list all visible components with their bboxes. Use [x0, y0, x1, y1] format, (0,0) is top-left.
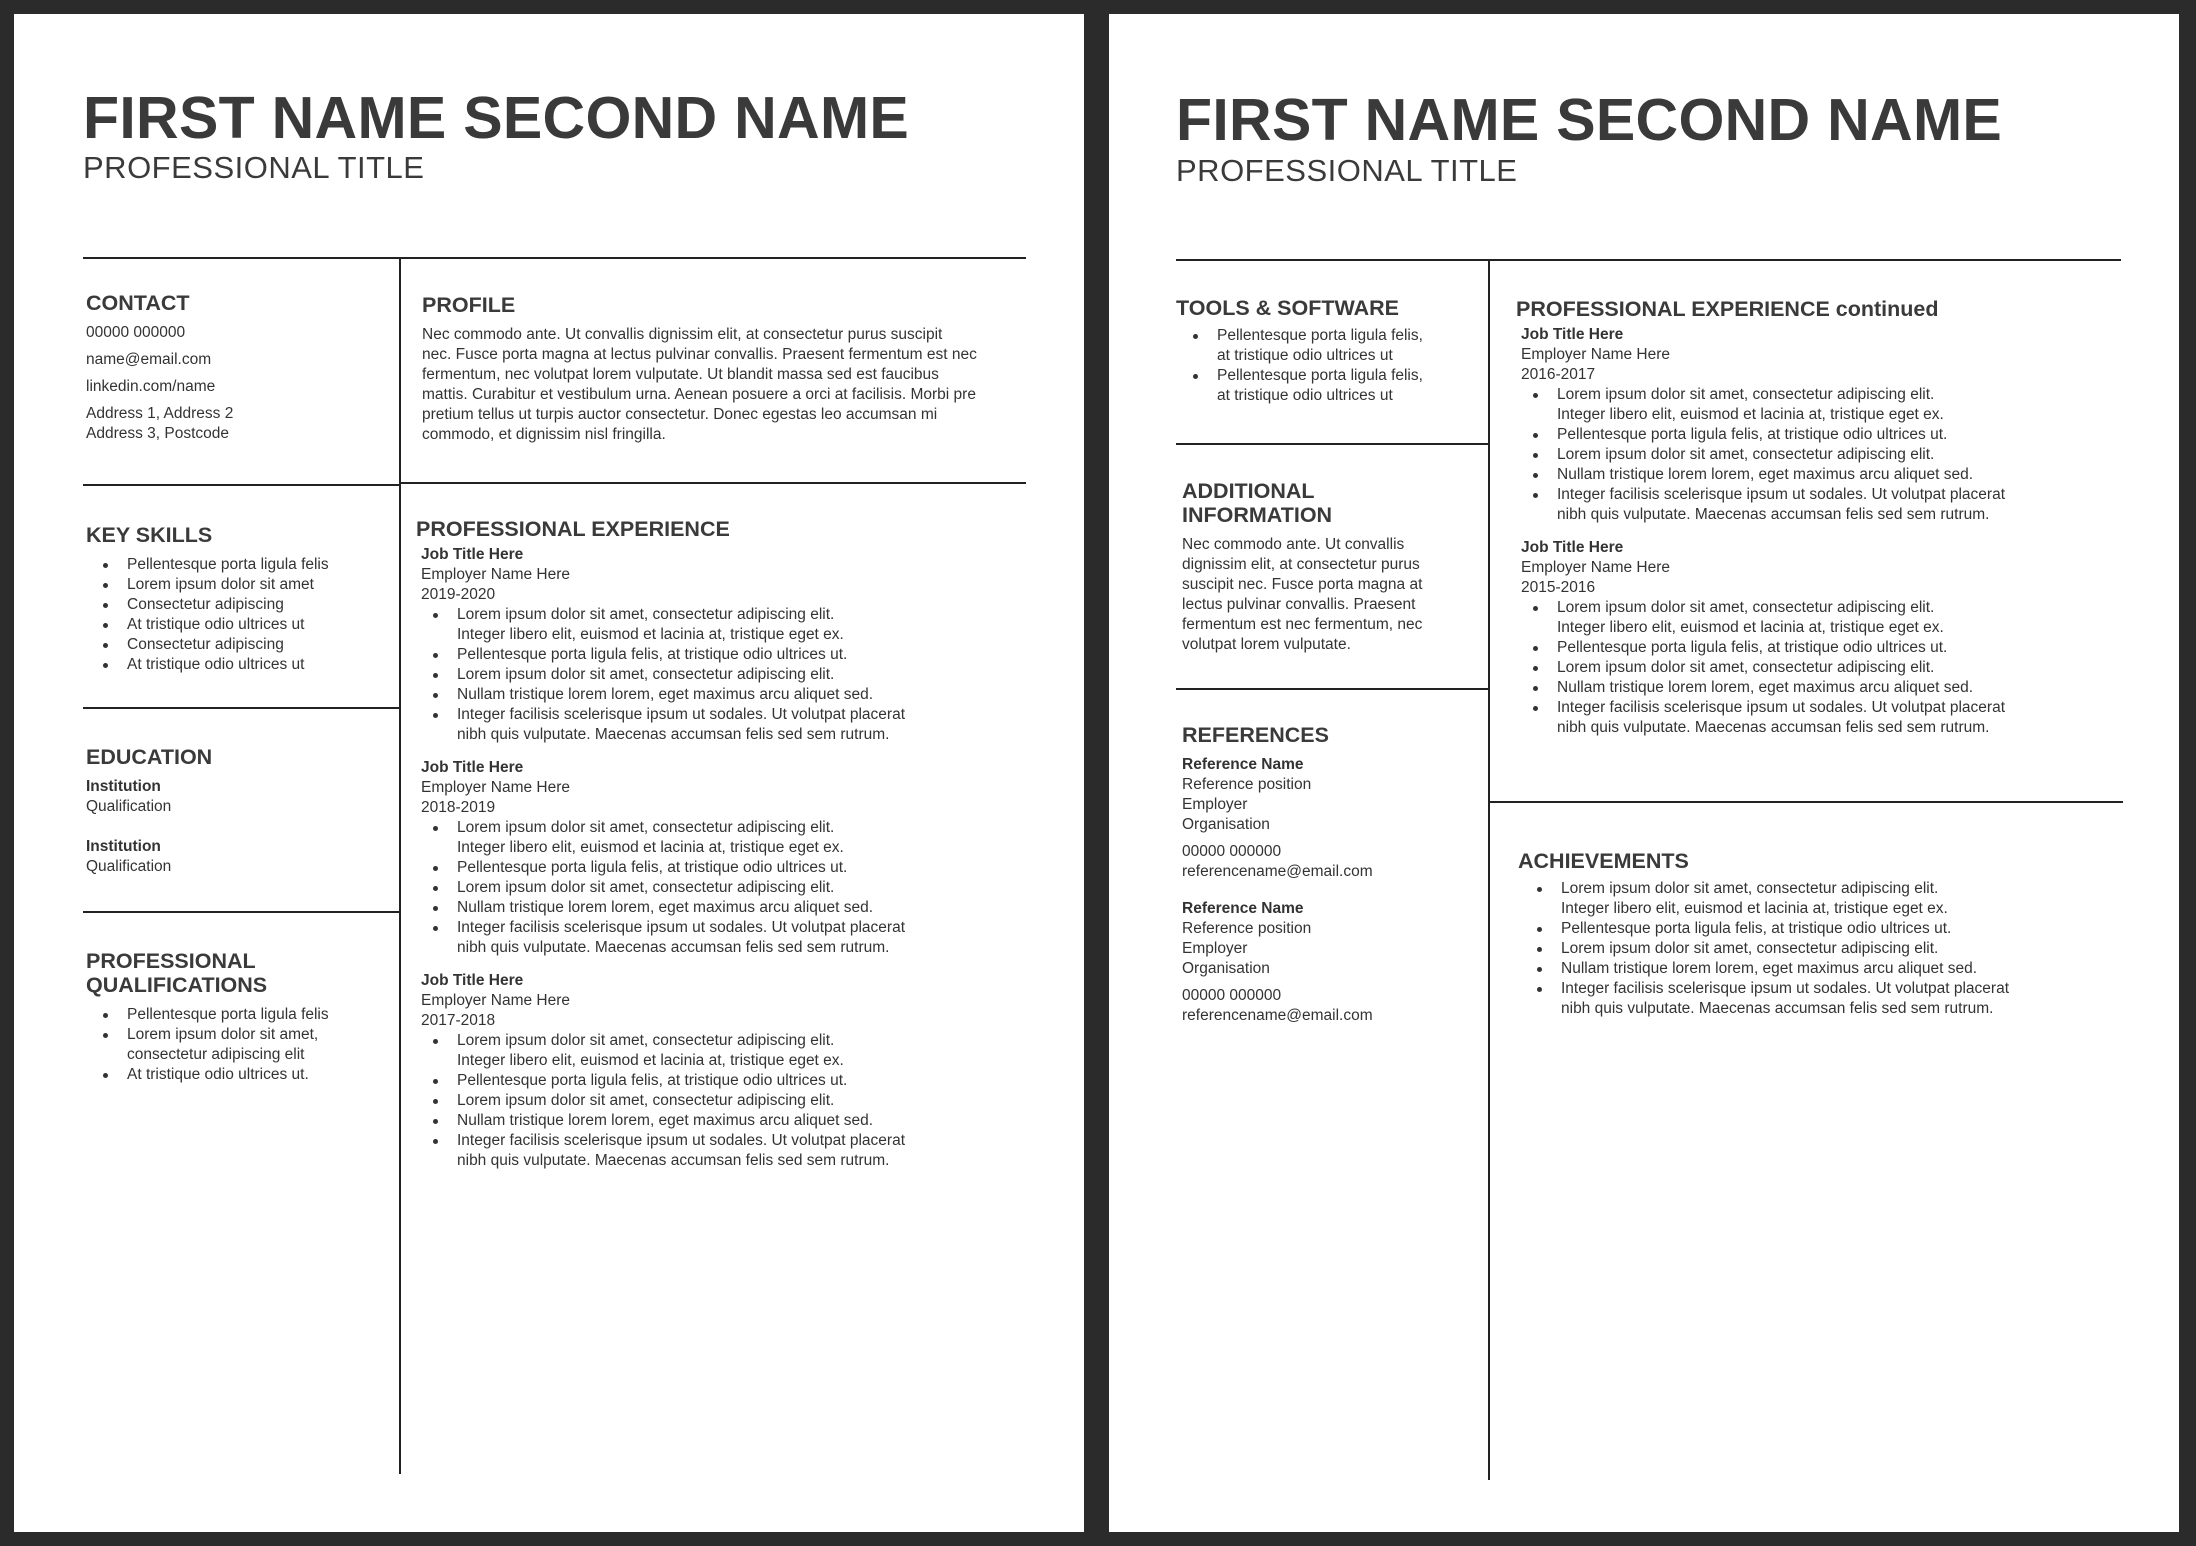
reference-email: referencename@email.com — [1182, 1007, 1373, 1024]
reference-phone: 00000 000000 — [1182, 843, 1282, 860]
reference-name: Reference Name — [1182, 900, 1304, 917]
list-item-text: Lorem ipsum dolor sit amet, consectetur adipiscing elit. — [1561, 880, 1939, 897]
list-item-text: Integer libero elit, euismod et lacinia at, tristique eget ex. — [457, 1052, 844, 1069]
list-item: Nullam tristique lorem lorem, eget maximus arcu aliquet sed. — [457, 898, 905, 918]
list-item-text: Integer facilisis scelerisque ipsum ut sodales. Ut volutpat placerat — [1557, 699, 2005, 716]
list-item-text: Lorem ipsum dolor sit amet, consectetur adipiscing elit. — [457, 606, 835, 623]
list-item-text: Integer facilisis scelerisque ipsum ut sodales. Ut volutpat placerat — [1557, 486, 2005, 503]
additional-text-line: fermentum est nec fermentum, nec — [1182, 616, 1423, 633]
additional-heading — [1182, 479, 1422, 527]
list-item — [457, 1131, 905, 1171]
education-divider — [83, 911, 399, 913]
tools-section — [1176, 296, 1423, 406]
list-item-text: Pellentesque porta ligula felis, — [1217, 327, 1423, 344]
list-item-text: consectetur adipiscing elit — [127, 1046, 305, 1063]
achievements-list — [1518, 879, 2009, 1019]
additional-heading-line: INFORMATION — [1182, 503, 1333, 527]
list-item-text: nibh quis vulputate. Maecenas accumsan felis sed sem rutrum. — [1557, 719, 1990, 736]
profile-text-line: nec. Fusce porta magna at lectus pulvinar convallis. Praesent fermentum est nec — [422, 346, 977, 363]
list-item: Lorem ipsum dolor sit amet, consectetur adipiscing elit. — [1561, 939, 2009, 959]
list-item-text: nibh quis vulputate. Maecenas accumsan felis sed sem rutrum. — [457, 726, 890, 743]
candidate-name: FIRST NAME SECOND NAME — [1176, 87, 2003, 153]
qualifications-section — [86, 949, 329, 1085]
additional-divider — [1176, 688, 1488, 690]
list-item-text: Integer facilisis scelerisque ipsum ut sodales. Ut volutpat placerat — [457, 706, 905, 723]
job-dates: 2015-2016 — [1521, 579, 1596, 596]
list-item: Pellentesque porta ligula felis, at tristique odio ultrices ut. — [1561, 919, 2009, 939]
list-item-text: Lorem ipsum dolor sit amet, consectetur adipiscing elit. — [1557, 386, 1935, 403]
list-item: Nullam tristique lorem lorem, eget maximus arcu aliquet sed. — [1557, 465, 2005, 485]
list-item: Nullam tristique lorem lorem, eget maximus arcu aliquet sed. — [457, 1111, 905, 1131]
list-item: At tristique odio ultrices ut — [127, 655, 329, 675]
reference-position: Reference position — [1182, 920, 1312, 937]
reference-organisation: Organisation — [1182, 960, 1270, 977]
job-dates: 2016-2017 — [1521, 366, 1596, 383]
column-divider — [1488, 260, 1490, 1480]
job-employer: Employer Name Here — [421, 992, 571, 1009]
header-divider — [1176, 259, 2121, 261]
list-item: Pellentesque porta ligula felis — [127, 556, 329, 573]
experience-section — [416, 517, 905, 1171]
job-title: Job Title Here — [421, 972, 524, 989]
list-item — [1217, 326, 1423, 366]
references-heading: REFERENCES — [1182, 723, 1329, 747]
job-bullets — [421, 818, 905, 958]
additional-section — [1182, 479, 1422, 655]
list-item — [1217, 366, 1423, 406]
list-item-text: nibh quis vulputate. Maecenas accumsan felis sed sem rutrum. — [1561, 1000, 1994, 1017]
profile-divider — [399, 482, 1026, 484]
candidate-name: FIRST NAME SECOND NAME — [83, 85, 910, 151]
contact-email: name@email.com — [86, 351, 212, 368]
job-employer: Employer Name Here — [421, 566, 571, 583]
tools-divider — [1176, 443, 1488, 445]
contact-heading: CONTACT — [86, 291, 190, 315]
list-item: At tristique odio ultrices ut — [127, 615, 329, 635]
profile-text-line: mattis. Curabitur et vestibulum urna. Aenean posuere a orci at facilisis. Morbi pre — [422, 386, 976, 403]
reference-email: referencename@email.com — [1182, 863, 1373, 880]
list-item: Pellentesque porta ligula felis — [127, 1006, 329, 1023]
job-entry — [1521, 325, 2005, 525]
list-item-text: nibh quis vulputate. Maecenas accumsan felis sed sem rutrum. — [457, 1152, 890, 1169]
list-item-text: Integer libero elit, euismod et lacinia at, tristique eget ex. — [457, 626, 844, 643]
job-employer: Employer Name Here — [1521, 559, 1671, 576]
job-bullets — [421, 1031, 905, 1171]
list-item — [457, 605, 905, 645]
key-skills-heading: KEY SKILLS — [86, 523, 213, 547]
tools-heading: TOOLS & SOFTWARE — [1176, 296, 1399, 320]
job-entry — [421, 758, 905, 958]
additional-text-line: lectus pulvinar convallis. Praesent — [1182, 596, 1416, 613]
education-institution: Institution — [86, 838, 161, 855]
list-item: Lorem ipsum dolor sit amet, consectetur adipiscing elit. — [1557, 658, 2005, 678]
list-item-text: Integer facilisis scelerisque ipsum ut sodales. Ut volutpat placerat — [457, 1132, 905, 1149]
tools-list — [1176, 326, 1423, 406]
job-dates: 2017-2018 — [421, 1012, 496, 1029]
job-bullets — [1521, 598, 2005, 738]
key-skills-list — [86, 555, 329, 675]
list-item — [1557, 485, 2005, 525]
reference-entry — [1182, 755, 1373, 882]
list-item-text: Integer libero elit, euismod et lacinia at, tristique eget ex. — [1561, 900, 1948, 917]
job-entry — [421, 971, 905, 1171]
list-item — [457, 918, 905, 958]
contact-divider — [83, 484, 399, 486]
qualifications-list — [86, 1005, 329, 1085]
list-item: Pellentesque porta ligula felis, at tristique odio ultrices ut. — [457, 645, 905, 665]
list-item: Pellentesque porta ligula felis, at tristique odio ultrices ut. — [457, 858, 905, 878]
additional-text-line: Nec commodo ante. Ut convallis — [1182, 536, 1405, 553]
achievements-section — [1518, 849, 2009, 1019]
list-item-text: Pellentesque porta ligula felis, — [1217, 367, 1423, 384]
list-item — [1557, 598, 2005, 638]
list-item-text: Integer facilisis scelerisque ipsum ut sodales. Ut volutpat placerat — [457, 919, 905, 936]
education-qualification: Qualification — [86, 858, 172, 875]
list-item: Pellentesque porta ligula felis, at tristique odio ultrices ut. — [1557, 638, 2005, 658]
reference-position: Reference position — [1182, 776, 1312, 793]
reference-employer: Employer — [1182, 940, 1248, 957]
list-item: Lorem ipsum dolor sit amet — [127, 575, 329, 595]
job-bullets — [1521, 385, 2005, 525]
job-title: Job Title Here — [421, 759, 524, 776]
contact-address-line: Address 3, Postcode — [86, 425, 230, 442]
profile-text-line: commodo, et dignissim nisl fringilla. — [422, 426, 666, 443]
list-item-text: nibh quis vulputate. Maecenas accumsan felis sed sem rutrum. — [457, 939, 890, 956]
reference-name: Reference Name — [1182, 756, 1304, 773]
qualifications-heading-line: PROFESSIONAL — [86, 949, 256, 973]
list-item: Nullam tristique lorem lorem, eget maximus arcu aliquet sed. — [1561, 959, 2009, 979]
reference-employer: Employer — [1182, 796, 1248, 813]
education-heading: EDUCATION — [86, 745, 213, 769]
list-item-text: at tristique odio ultrices ut — [1217, 347, 1393, 364]
job-employer: Employer Name Here — [421, 779, 571, 796]
experience-continued-section — [1516, 297, 2005, 738]
list-item-text: Integer libero elit, euismod et lacinia at, tristique eget ex. — [457, 839, 844, 856]
key-skills-section — [86, 523, 329, 675]
additional-heading-line: ADDITIONAL — [1182, 479, 1315, 503]
profile-text-line: pretium tellus ut turpis auctor consectetur. Donec egestas leo accumsan mi — [422, 406, 938, 423]
experience-heading: PROFESSIONAL EXPERIENCE — [416, 517, 730, 541]
column-divider — [399, 258, 401, 1474]
additional-text-line: dignissim elit, at consectetur purus — [1182, 556, 1420, 573]
profile-text-line: fermentum, nec volutpat lorem vulputate. Ut blandit massa sed est faucibus — [422, 366, 939, 383]
resume-page-1 — [14, 14, 1084, 1532]
reference-organisation: Organisation — [1182, 816, 1270, 833]
list-item: Lorem ipsum dolor sit amet, consectetur adipiscing elit. — [457, 665, 905, 685]
qualifications-heading — [86, 949, 329, 997]
list-item: Pellentesque porta ligula felis, at tristique odio ultrices ut. — [1557, 425, 2005, 445]
list-item: Nullam tristique lorem lorem, eget maximus arcu aliquet sed. — [457, 685, 905, 705]
list-item-text: Lorem ipsum dolor sit amet, consectetur adipiscing elit. — [457, 819, 835, 836]
job-dates: 2019-2020 — [421, 586, 496, 603]
job-title: Job Title Here — [1521, 539, 1624, 556]
list-item-text: at tristique odio ultrices ut — [1217, 387, 1393, 404]
experience-continued-heading: PROFESSIONAL EXPERIENCE continued — [1516, 297, 1939, 321]
job-entry — [421, 545, 905, 745]
list-item — [457, 1031, 905, 1071]
reference-entry — [1182, 899, 1373, 1026]
additional-text-line: suscipit nec. Fusce porta magna at — [1182, 576, 1423, 593]
list-item-text: Lorem ipsum dolor sit amet, consectetur adipiscing elit. — [1557, 599, 1935, 616]
job-title: Job Title Here — [421, 546, 524, 563]
contact-linkedin: linkedin.com/name — [86, 378, 216, 395]
list-item-text: Integer libero elit, euismod et lacinia at, tristique eget ex. — [1557, 406, 1944, 423]
list-item: At tristique odio ultrices ut. — [127, 1065, 329, 1085]
contact-address-line: Address 1, Address 2 — [86, 405, 234, 422]
job-title: Job Title Here — [1521, 326, 1624, 343]
additional-text-line: volutpat lorem vulputate. — [1182, 636, 1351, 653]
list-item: Pellentesque porta ligula felis, at tristique odio ultrices ut. — [457, 1071, 905, 1091]
list-item-text: nibh quis vulputate. Maecenas accumsan felis sed sem rutrum. — [1557, 506, 1990, 523]
list-item: Consectetur adipiscing — [127, 595, 329, 615]
resume-page-2 — [1109, 14, 2179, 1532]
education-section — [86, 745, 212, 877]
qualifications-heading-line: QUALIFICATIONS — [86, 973, 268, 997]
education-institution: Institution — [86, 778, 161, 795]
list-item-text: Lorem ipsum dolor sit amet, consectetur adipiscing elit. — [457, 1032, 835, 1049]
job-employer: Employer Name Here — [1521, 346, 1671, 363]
profile-heading: PROFILE — [422, 293, 516, 317]
professional-title: PROFESSIONAL TITLE — [1176, 153, 1518, 188]
list-item: Consectetur adipiscing — [127, 635, 329, 655]
references-section — [1182, 723, 1373, 1026]
list-item — [1561, 979, 2009, 1019]
professional-title: PROFESSIONAL TITLE — [83, 150, 425, 185]
list-item-text: Integer libero elit, euismod et lacinia at, tristique eget ex. — [1557, 619, 1944, 636]
list-item — [457, 818, 905, 858]
contact-section — [86, 291, 233, 444]
header-divider — [83, 257, 1026, 259]
skills-divider — [83, 707, 399, 709]
experience-divider — [1490, 801, 2123, 803]
job-bullets — [421, 605, 905, 745]
list-item — [1561, 879, 2009, 919]
list-item — [1557, 385, 2005, 425]
list-item — [1557, 698, 2005, 738]
profile-text-line: Nec commodo ante. Ut convallis dignissim elit, at consectetur purus suscipit — [422, 326, 943, 343]
profile-section — [422, 293, 977, 445]
job-dates: 2018-2019 — [421, 799, 496, 816]
list-item: Lorem ipsum dolor sit amet, consectetur adipiscing elit. — [457, 878, 905, 898]
list-item-text: Integer facilisis scelerisque ipsum ut sodales. Ut volutpat placerat — [1561, 980, 2009, 997]
contact-phone: 00000 000000 — [86, 324, 186, 341]
list-item — [457, 705, 905, 745]
list-item — [127, 1025, 329, 1065]
job-entry — [1521, 538, 2005, 738]
list-item: Lorem ipsum dolor sit amet, consectetur adipiscing elit. — [457, 1091, 905, 1111]
list-item: Lorem ipsum dolor sit amet, consectetur adipiscing elit. — [1557, 445, 2005, 465]
education-qualification: Qualification — [86, 798, 172, 815]
list-item: Nullam tristique lorem lorem, eget maximus arcu aliquet sed. — [1557, 678, 2005, 698]
reference-phone: 00000 000000 — [1182, 987, 1282, 1004]
achievements-heading: ACHIEVEMENTS — [1518, 849, 1689, 873]
list-item-text: Lorem ipsum dolor sit amet, — [127, 1026, 319, 1043]
